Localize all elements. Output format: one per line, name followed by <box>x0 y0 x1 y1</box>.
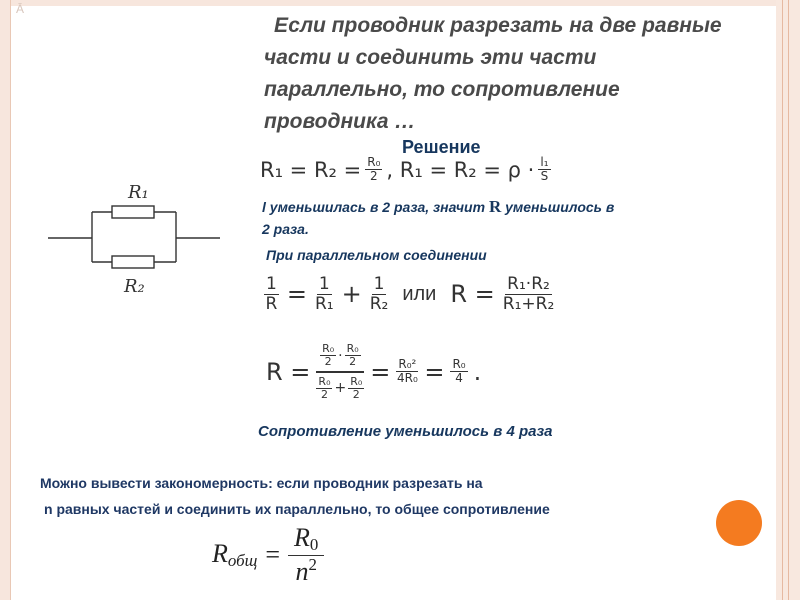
resistor-label-top: R₁ <box>128 182 149 203</box>
corner-mark: Ā <box>16 2 25 16</box>
eq4-fraction: $\frac{R_0}{n^2}$ <box>288 524 324 587</box>
text-length-halved: l уменьшилась в 2 раза, значит R уменьшилось в 2 раза. <box>262 197 615 237</box>
equation-parallel-formula: $\frac{1}{R}$ = $\frac{1}{\text{R₁}}$ + $\frac{1}{\text{R₂}}$ или R = $\frac{\text{R₁·R₂}}{\text{R₁+R₂}}$ <box>265 274 555 314</box>
title-line-4: проводника … <box>264 110 416 133</box>
frame-left <box>0 0 11 600</box>
eq2-frac-1-r: $\frac{1}{R}$ <box>265 274 278 314</box>
title-line-3: параллельно, то сопротивление <box>264 78 620 101</box>
eq1-lhs: R₁ = R₂ = <box>260 157 362 182</box>
eq1-fraction-l-s: $\frac{\text{l₁}}{S}$ <box>540 155 549 184</box>
rule-line-2: n равных частей и соединить их параллельно, то общее сопротивление <box>44 501 550 517</box>
eq2-frac-product-sum: $\frac{\text{R₁·R₂}}{\text{R₁+R₂}}$ <box>502 274 555 314</box>
text-parallel-connection: При параллельном соединении <box>266 247 487 263</box>
rule-line-1: Можно вывести закономерность: если проводник разрезать на <box>40 475 483 491</box>
equation-result: R = $\frac{\text{R₀}}{2}$ · $\frac{\text{R₀}}{2}$ $\frac{\text{R₀}}{2}$ + $\frac{\text{R₀}}{2}$ = $\frac{\text{R₀²}}{\text{4R₀}}$ = $\frac{\text{R₀}}{4}$ . <box>266 342 482 401</box>
resistor-label-bottom: R₂ <box>124 276 145 297</box>
title-line-1: Если проводник разрезать на две равные <box>274 14 722 37</box>
eq2-or: или <box>402 282 437 305</box>
eq3-compound-fraction: $\frac{\text{R₀}}{2}$ · $\frac{\text{R₀}}{2}$ $\frac{\text{R₀}}{2}$ + $\frac{\text{R₀}}{2}$ <box>318 342 363 401</box>
equation-general: $R_{общ}$ = $\frac{R_0}{n^2}$ <box>212 524 324 587</box>
parallel-circuit-diagram <box>44 168 224 298</box>
eq1-fraction-r0-2: $\frac{\text{R₀}}{2}$ <box>367 155 381 184</box>
text-general-rule <box>40 470 760 522</box>
eq1-mid: , R₁ = R₂ = ρ · <box>386 157 535 182</box>
frame-top <box>0 0 800 6</box>
slide-title <box>264 10 784 138</box>
eq3-frac-r0sq: $\frac{\text{R₀²}}{\text{4R₀}}$ <box>396 357 418 386</box>
eq3-frac-r0-4: $\frac{\text{R₀}}{4}$ <box>452 357 466 386</box>
eq2-frac-1-r1: $\frac{1}{\text{R₁}}$ <box>314 274 334 314</box>
eq2-frac-1-r2: $\frac{1}{\text{R₂}}$ <box>369 274 389 314</box>
text-conclusion: Сопротивление уменьшилось в 4 раза <box>258 423 553 440</box>
title-line-2: части и соединить эти части <box>264 46 597 69</box>
solution-heading: Решение <box>402 137 481 157</box>
equation-resistances <box>260 156 551 183</box>
